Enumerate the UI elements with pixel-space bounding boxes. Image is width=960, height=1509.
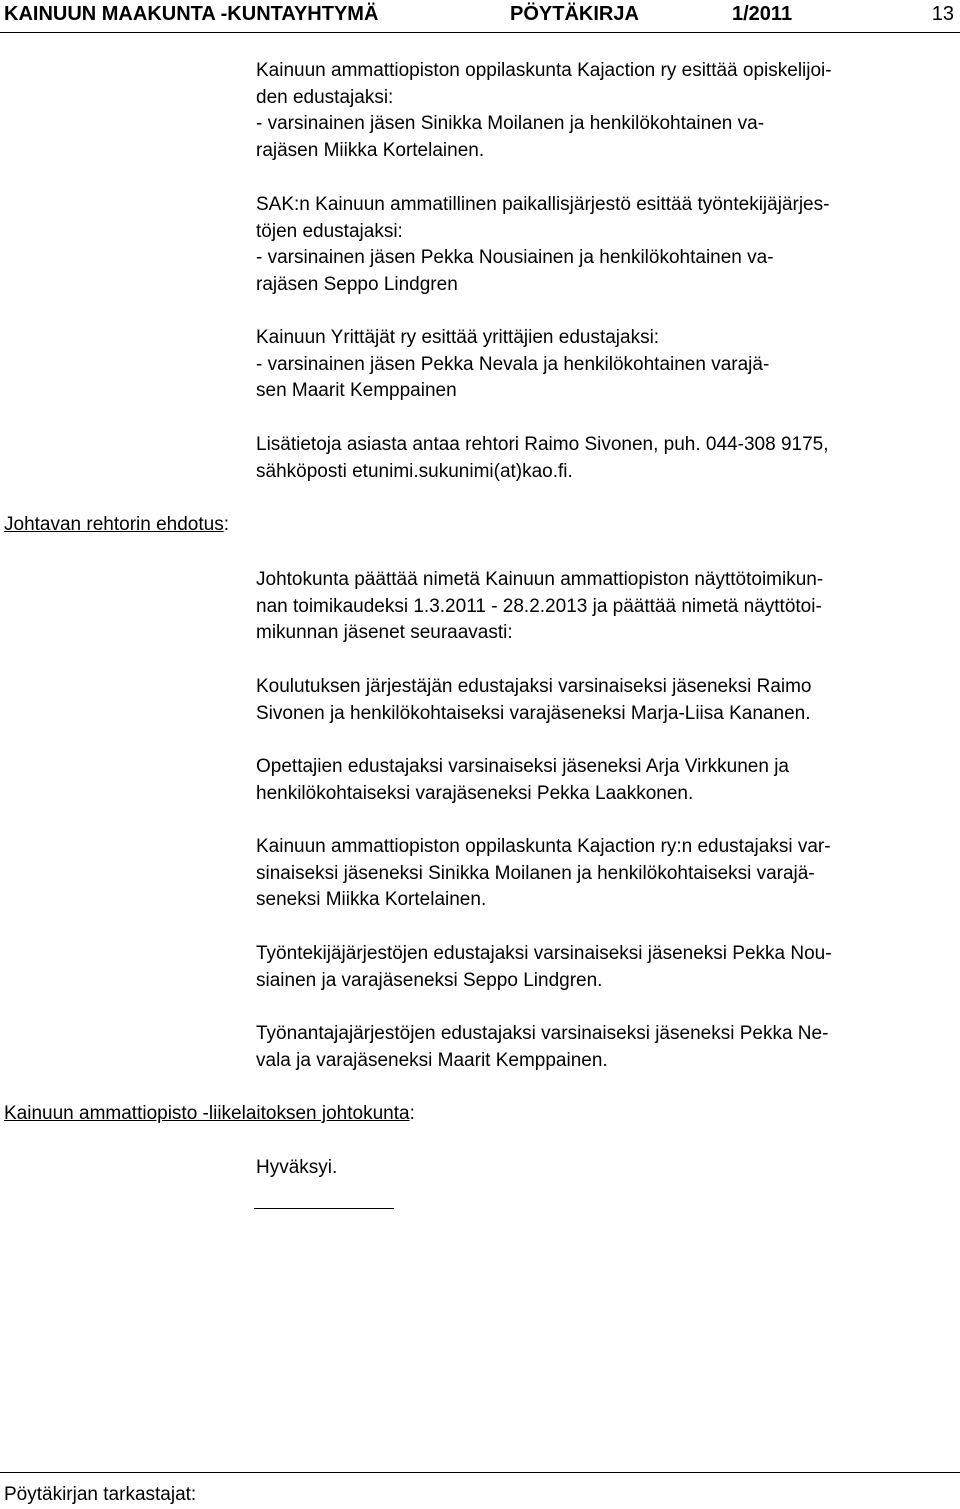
paragraph: SAK:n Kainuun ammatillinen paikallisjärjestö esittää työntekijäjärjes- töjen edustajaksi: - varsinainen jäsen Pekka Nousiainen ja henkilökohtainen va- rajäsen Seppo Lindgren [256,194,830,295]
paragraph: Kainuun ammattiopiston oppilaskunta Kajaction ry:n edustajaksi var- sinaiseksi jäseneksi Sinikka Moilanen ja henkilökohtaiseksi varajä- seneksi Miikka Kortelainen. [256,836,831,910]
section1-para-1 [256,58,956,164]
footer-label-text: Pöytäkirjan tarkastajat [4,1484,191,1505]
page-header [0,0,960,33]
paragraph: Työnantajajärjestöjen edustajaksi varsinaiseksi jäseneksi Pekka Ne- vala ja varajäseneksi Maarit Kemppainen. [256,1023,829,1071]
decision-label-text: Kainuun ammattiopisto -liikelaitoksen johtokunta [4,1103,410,1124]
proposal-para-6 [256,1021,956,1074]
decision-label: Kainuun ammattiopisto -liikelaitoksen johtokunta: [4,1103,415,1124]
proposal-para-4 [256,834,956,914]
paragraph: Opettajien edustajaksi varsinaiseksi jäseneksi Arja Virkkunen ja henkilökohtaiseksi varajäseneksi Pekka Laakkonen. [256,756,789,804]
footer-divider [0,1472,960,1473]
paragraph: Lisätietoja asiasta antaa rehtori Raimo Sivonen, puh. 044-308 9175, sähköposti etunimi.sukunimi(at)kao.fi. [256,434,829,482]
paragraph: Johtokunta päättää nimetä Kainuun ammattiopiston näyttötoimikun- nan toimikaudeksi 1.3.2011 - 28.2.2013 ja päättää nimetä näyttötoi- mikunnan jäsenet seuraavasti: [256,569,824,643]
paragraph: Työntekijäjärjestöjen edustajaksi varsinaiseksi jäseneksi Pekka Nou- siainen ja varajäseneksi Seppo Lindgren. [256,943,832,991]
paragraph: Kainuun ammattiopiston oppilaskunta Kajaction ry esittää opiskelijoi- den edustajaksi: - varsinainen jäsen Sinikka Moilanen ja henkilökohtainen va- rajäsen Miikka Kortelainen. [256,60,832,161]
proposal-label-text: Johtavan rehtorin ehdotus [4,514,224,535]
proposal-para-5 [256,941,956,994]
proposal-para-1 [256,567,956,647]
section1-para-4 [256,432,956,485]
footer-label: Pöytäkirjan tarkastajat: [4,1484,197,1505]
section1-para-2 [256,192,956,298]
proposal-label: Johtavan rehtorin ehdotus: [4,514,229,535]
header-doc-number: 1/2011 [732,3,793,25]
proposal-para-3 [256,754,956,807]
header-page-number: 13 [931,3,954,25]
decision-block [256,1155,956,1182]
proposal-para-2 [256,674,956,727]
paragraph: Kainuun Yrittäjät ry esittää yrittäjien edustajaksi: - varsinainen jäsen Pekka Nevala ja henkilökohtainen varajä- sen Maarit Kemppainen [256,327,770,401]
paragraph: Koulutuksen järjestäjän edustajaksi varsinaiseksi jäseneksi Raimo Sivonen ja henkilökohtaiseksi varajäseneksi Marja-Liisa Kananen. [256,676,812,724]
decision-text: Hyväksyi. [256,1157,338,1178]
section1-para-3 [256,325,956,405]
signature-line [254,1208,394,1209]
header-doc-type: PÖYTÄKIRJA [510,3,639,25]
header-organization: KAINUUN MAAKUNTA -KUNTAYHTYMÄ [4,3,379,25]
